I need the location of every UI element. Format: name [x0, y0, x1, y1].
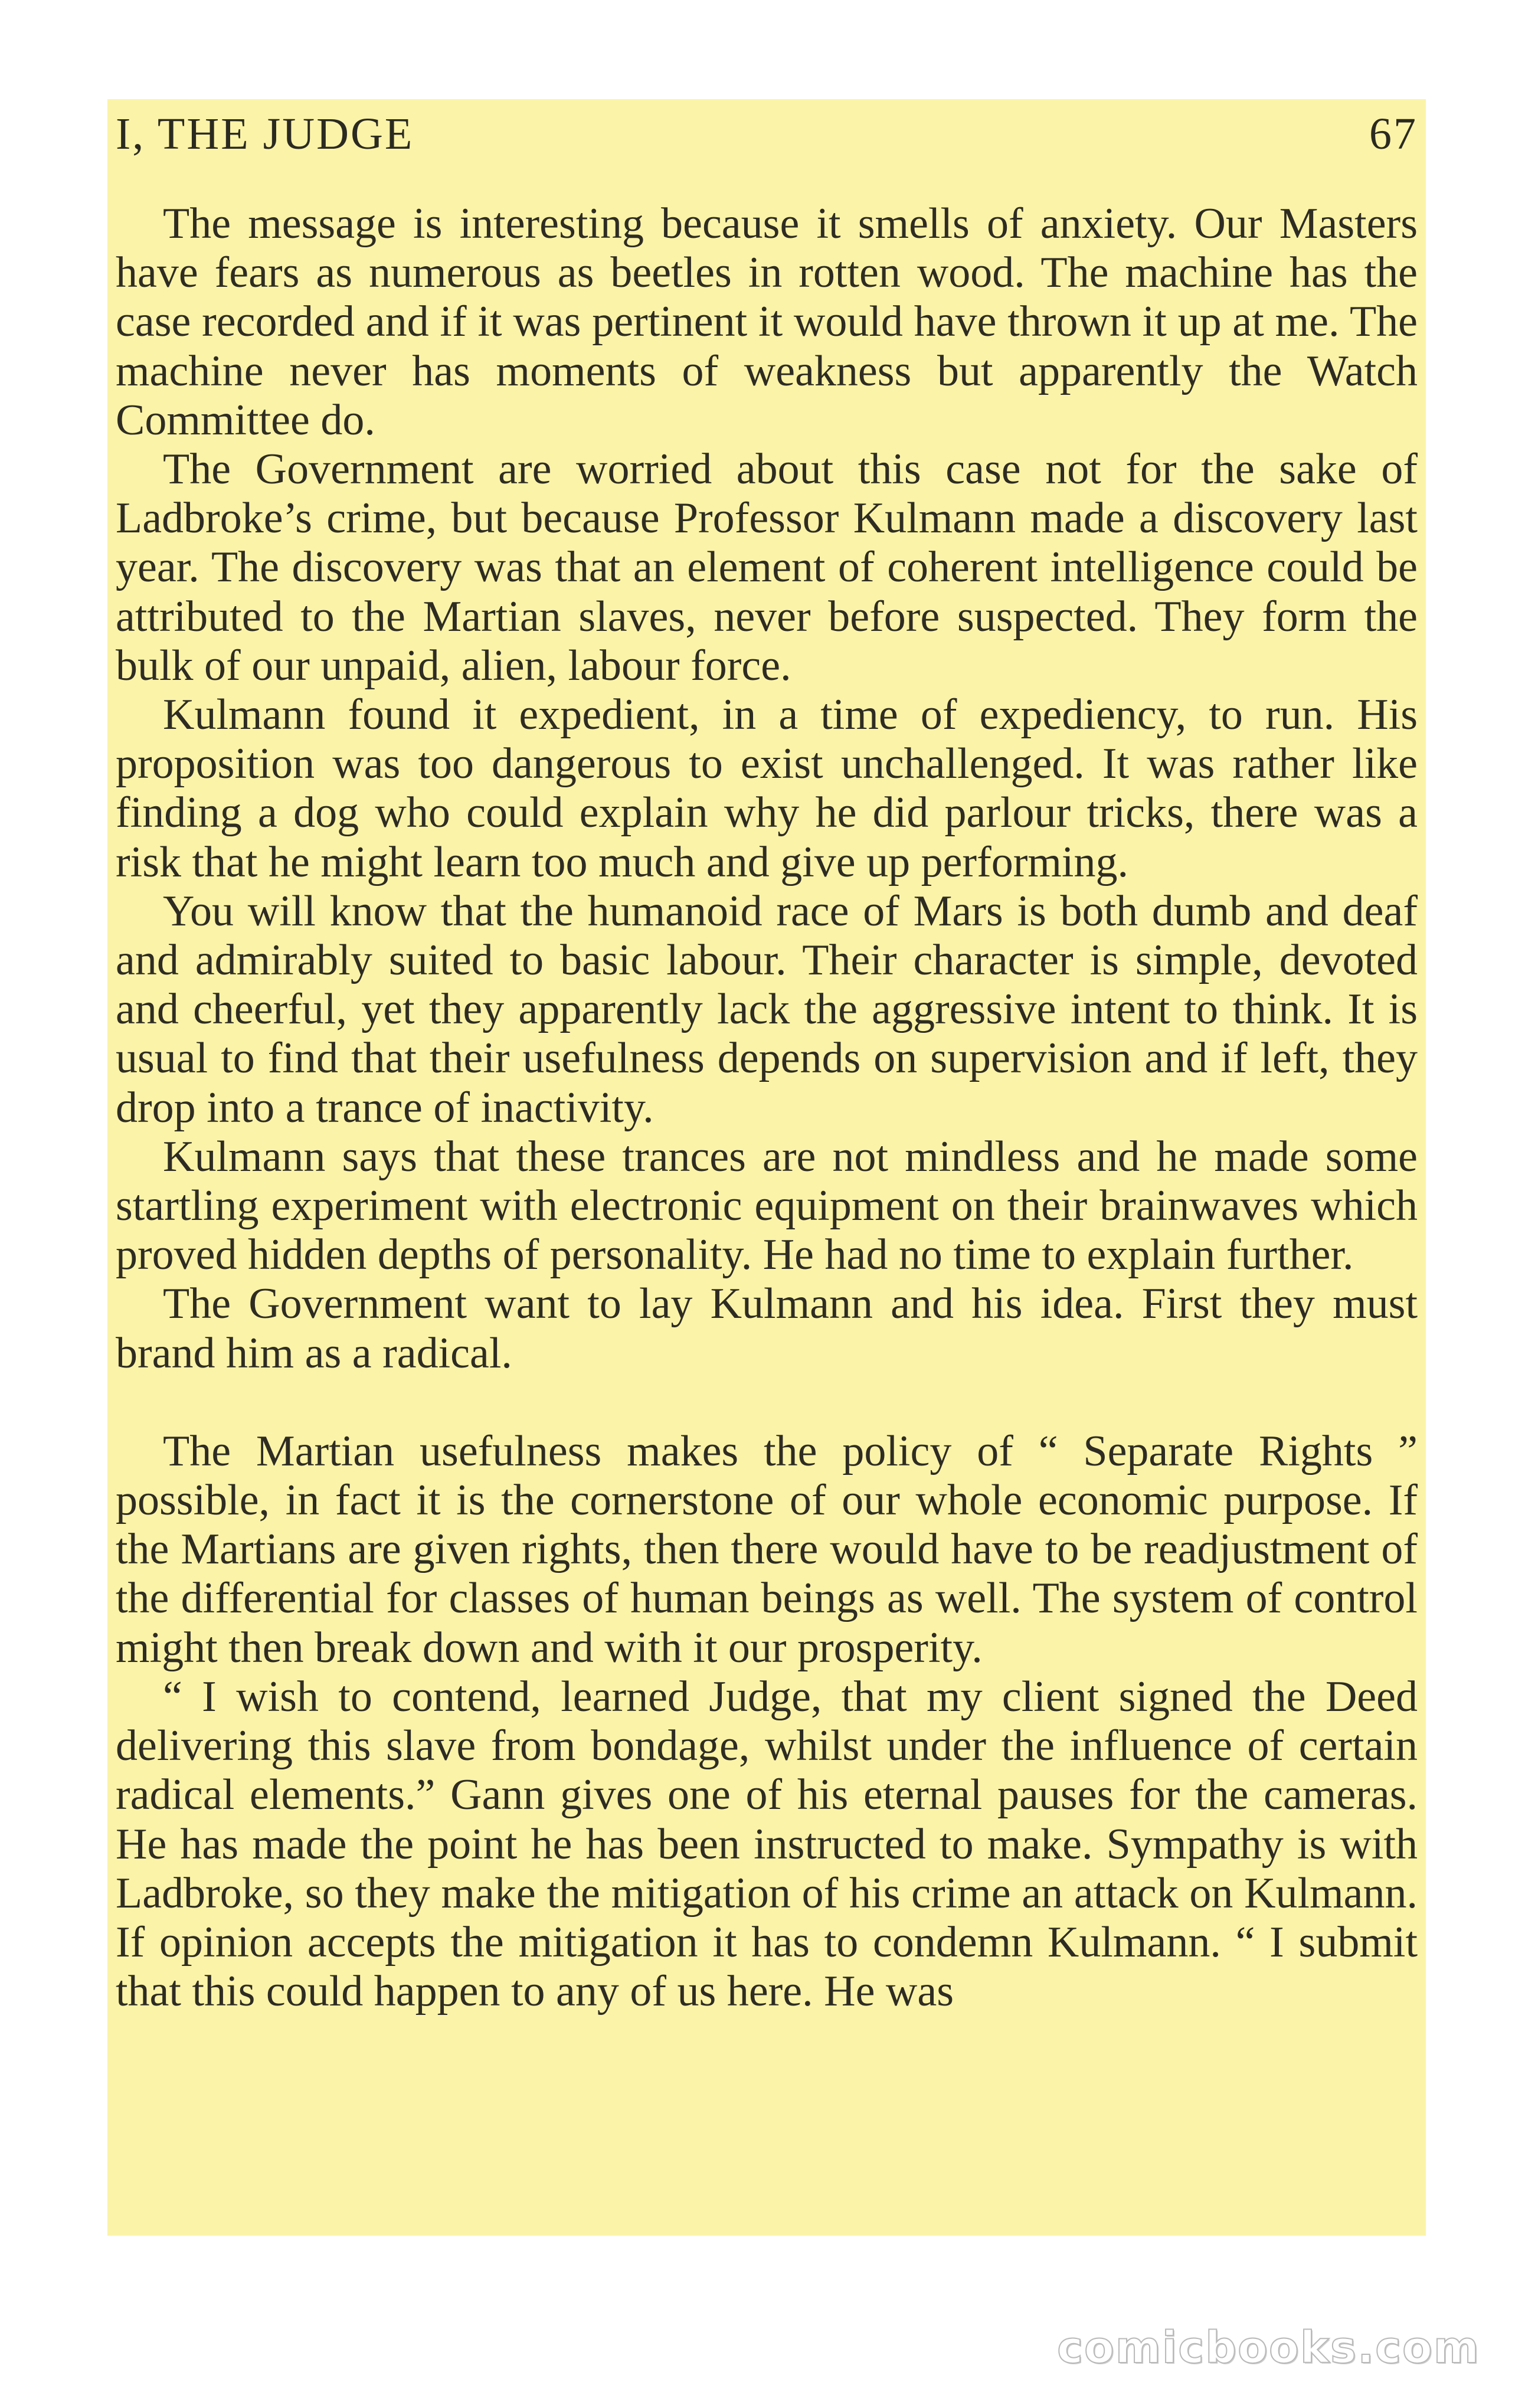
- paragraph: The Martian usefulness makes the policy of “ Separate Rights ” possible, in fact it is the cornerstone of our whole economic purpose. If the Martians are given rights, then there would have to be readjustment of the differential for classes of human beings as well. The system of control might then break down and with it our prosperity.: [116, 1427, 1418, 1672]
- paragraph: The message is interesting because it smells of anxiety. Our Masters have fears as numerous as beetles in rotten wood. The machine has the case recorded and if it was pertinent it would have thrown it up at me. The machine never has moments of weakness but apparently the Watch Committee do.: [116, 199, 1418, 444]
- watermark: comicbooks.com: [1057, 2322, 1480, 2373]
- paragraph: “ I wish to contend, learned Judge, that my client signed the Deed delivering this slave from bondage, whilst under the influence of certain radical elements.” Gann gives one of his eternal pauses for the cameras. He has made the point he has been instructed to make. Sympathy is with Ladbroke, so they make the mitigation of his crime an attack on Kulmann. If opinion accepts the mitigation it has to condemn Kulmann. “ I submit that this could happen to any of us here. He was: [116, 1672, 1418, 2016]
- book-page: [107, 99, 1426, 2236]
- paragraph: The Government are worried about this case not for the sake of Ladbroke’s crime, but because Professor Kulmann made a discovery last year. The discovery was that an element of coherent intelligence could be attributed to the Martian slaves, never before suspected. They form the bulk of our unpaid, alien, labour force.: [116, 445, 1418, 690]
- paragraph: You will know that the humanoid race of Mars is both dumb and deaf and admirably suited to basic labour. Their character is simple, devoted and cheerful, yet they apparently lack the aggressive intent to think. It is usual to find that their usefulness depends on supervision and if left, they drop into a trance of inactivity.: [116, 886, 1418, 1132]
- page-number: 67: [1369, 109, 1418, 159]
- paragraph: Kulmann found it expedient, in a time of expediency, to run. His proposition was too dangerous to exist unchallenged. It was rather like finding a dog who could explain why he did parlour tricks, there was a risk that he might learn too much and give up performing.: [116, 691, 1418, 886]
- paragraph: Kulmann says that these trances are not mindless and he made some startling experiment with electronic equipment on their brainwaves which proved hidden depths of personality. He had no time to explain further.: [116, 1132, 1418, 1280]
- page-header: [116, 103, 1418, 168]
- body-text: [116, 199, 1418, 2016]
- running-title: I, THE JUDGE: [116, 109, 414, 159]
- paragraph: The Government want to lay Kulmann and his idea. First they must brand him as a radical.: [116, 1280, 1418, 1378]
